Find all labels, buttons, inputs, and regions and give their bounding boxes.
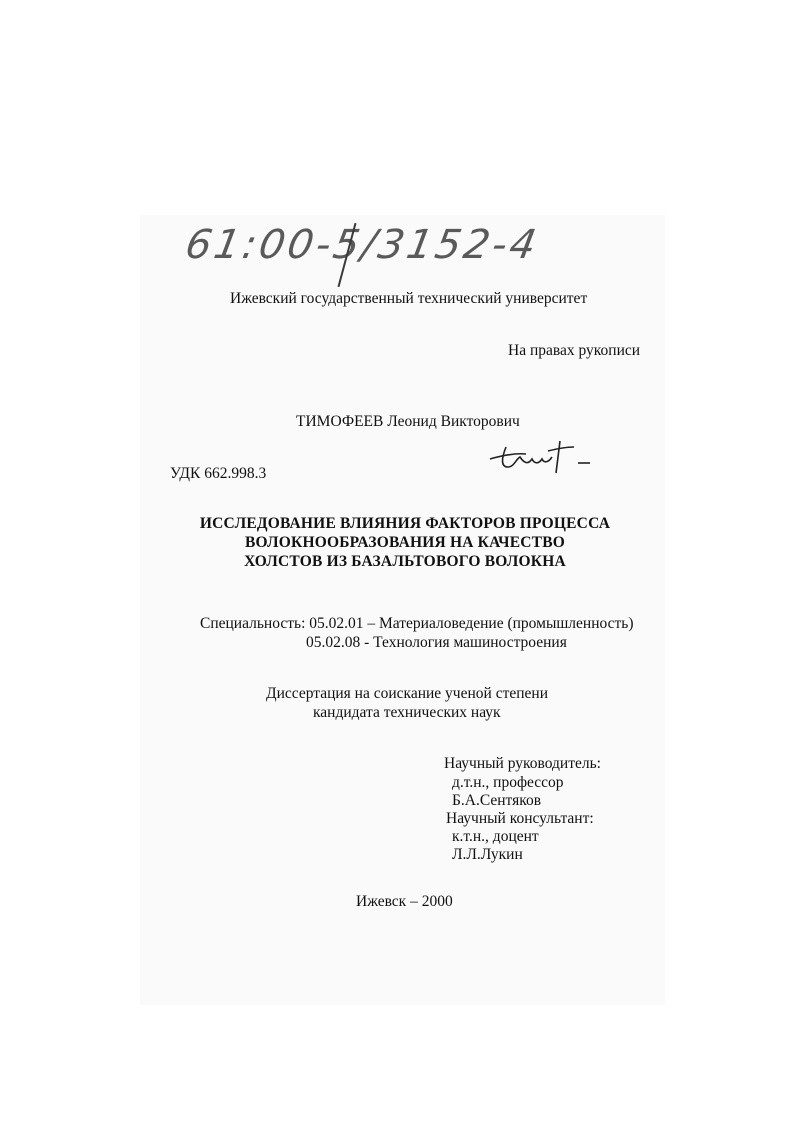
specialty-line-1: Специальность: 05.02.01 – Материаловедение (промышленность) <box>200 615 634 632</box>
rights-note: На правах рукописи <box>508 342 641 359</box>
consultant-degree: к.т.н., доцент <box>452 828 539 845</box>
city-year: Ижевск – 2000 <box>356 893 453 910</box>
specialty-line-2: 05.02.08 - Технология машиностроения <box>306 634 567 651</box>
title-line-1: ИССЛЕДОВАНИЕ ВЛИЯНИЯ ФАКТОРОВ ПРОЦЕССА <box>199 515 611 532</box>
university-name: Ижевский государственный технический университет <box>230 290 588 307</box>
title-line-2: ВОЛОКНООБРАЗОВАНИЯ НА КАЧЕСТВО <box>245 534 565 551</box>
scan-background <box>140 215 665 1005</box>
consultant-name: Л.Л.Лукин <box>452 846 523 863</box>
supervisor-name: Б.А.Сентяков <box>452 792 542 809</box>
supervisor-heading: Научный руководитель: <box>444 755 601 772</box>
supervisor-degree: д.т.н., профессор <box>452 774 564 791</box>
dissertation-line-2: кандидата технических наук <box>313 704 501 721</box>
handwritten-archive-code: 61:00-5/3152-4 <box>181 222 543 268</box>
dissertation-title <box>170 514 640 571</box>
udc-code: УДК 662.998.3 <box>170 465 267 482</box>
title-line-3: ХОЛСТОВ ИЗ БАЗАЛЬТОВОГО ВОЛОКНА <box>244 553 566 570</box>
consultant-heading: Научный консультант: <box>446 810 594 827</box>
dissertation-line-1: Диссертация на соискание ученой степени <box>266 685 548 702</box>
author-signature <box>486 437 598 477</box>
author-name: ТИМОФЕЕВ Леонид Викторович <box>296 413 520 430</box>
